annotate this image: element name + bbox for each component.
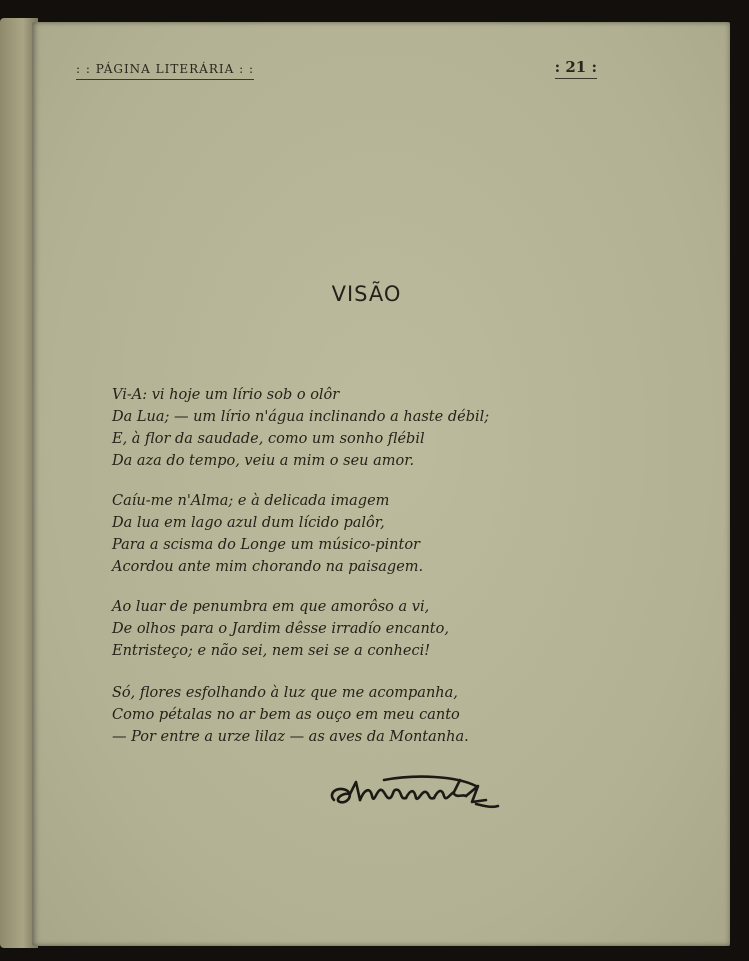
poem-line: — Por entre a urze lilaz — as aves da Montanha. xyxy=(112,729,469,745)
running-head: : : PÁGINA LITERÁRIA : : xyxy=(76,62,254,80)
stanza-2 xyxy=(112,490,552,578)
poem-line: De olhos para o Jardim dêsse irradío encanto, xyxy=(112,621,449,637)
signature-image xyxy=(326,764,506,816)
poem-line: Caíu-me n'Alma; e à delicada imagem xyxy=(112,493,390,509)
poem-line: Entristeço; e não sei, nem sei se a conheci! xyxy=(112,643,431,659)
poem-line: Ao luar de penumbra em que amorôso a vi, xyxy=(112,599,430,615)
stanza-1 xyxy=(112,384,552,472)
stanza-3 xyxy=(112,596,552,662)
poem-line: Como pétalas no ar bem as ouço em meu canto xyxy=(112,707,460,723)
stanza-4 xyxy=(112,682,552,748)
page-number: : 21 : xyxy=(555,58,597,79)
poem-line: Vi-A: vi hoje um lírio sob o olôr xyxy=(112,387,340,403)
poem-line: Para a scisma do Longe um músico-pintor xyxy=(112,537,420,553)
poem-line: Da lua em lago azul dum lícido palôr, xyxy=(112,515,385,531)
poem-line: Acordou ante mim chorando na paisagem. xyxy=(112,559,424,575)
poem-title: VISÃO xyxy=(331,282,402,306)
poem-line: E, à flor da saudade, como um sonho flébil xyxy=(112,431,425,447)
poem-line: Só, flores esfolhando à luz que me acompanha, xyxy=(112,685,458,701)
poem-line: Da Lua; — um lírio n'água inclinando a haste débil; xyxy=(112,409,490,425)
poem-line: Da aza do tempo, veiu a mim o seu amor. xyxy=(112,453,415,469)
